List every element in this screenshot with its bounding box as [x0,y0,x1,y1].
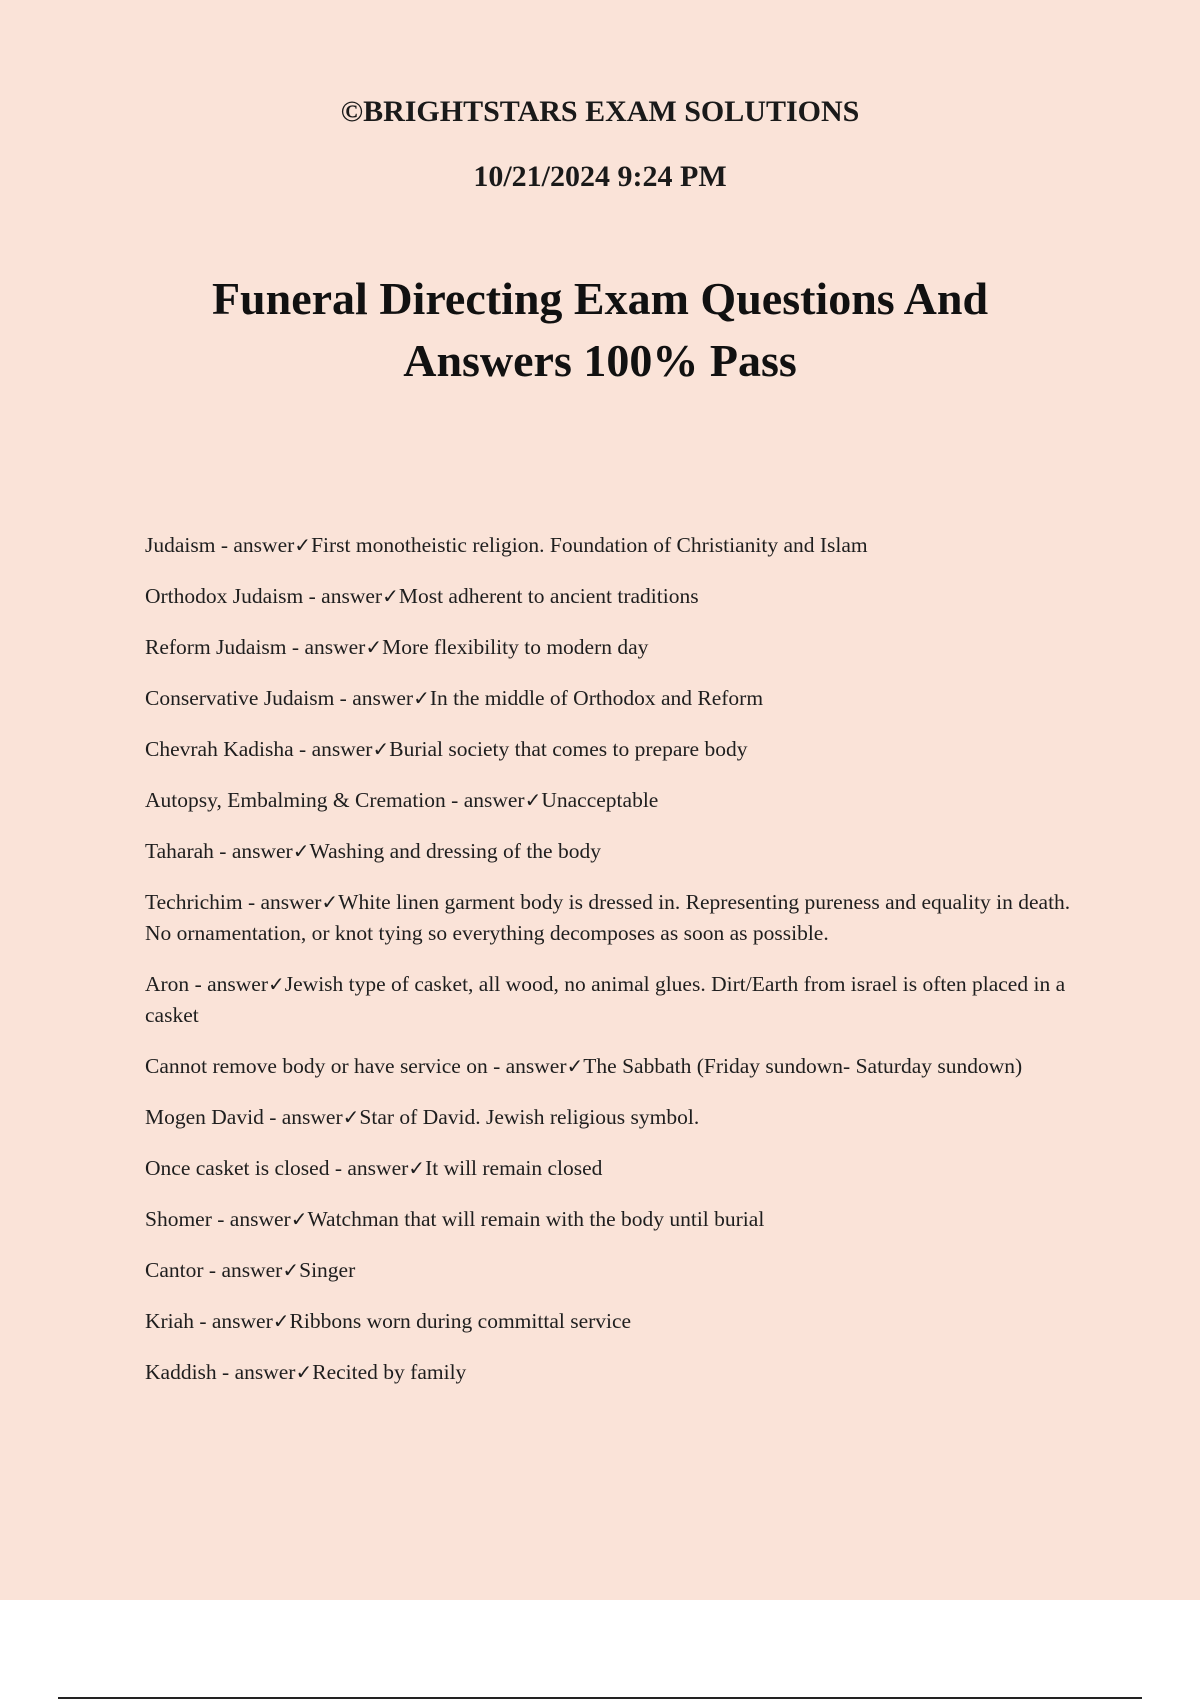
qa-answer: Ribbons worn during committal service [289,1309,632,1333]
qa-term: Taharah [145,839,214,863]
check-mark-icon: ✓ [342,1105,360,1129]
check-mark-icon: ✓ [292,839,310,863]
qa-term: Judaism [145,533,216,557]
qa-item [145,581,1095,612]
check-mark-icon: ✓ [321,890,339,914]
header-date: 10/21/2024 9:24 PM [473,160,727,193]
qa-answer: Washing and dressing of the body [309,839,601,863]
answer-separator: - answer [303,584,383,608]
qa-item [145,683,1095,714]
check-mark-icon: ✓ [295,1360,313,1384]
qa-term: Orthodox Judaism [145,584,304,608]
qa-answer: Unacceptable [541,788,659,812]
qa-term: Mogen David [145,1105,264,1129]
qa-term: Once casket is closed [145,1156,330,1180]
answer-separator: - answer [286,635,366,659]
qa-item [145,1255,1095,1286]
qa-answer: Burial society that comes to prepare body [389,737,748,761]
qa-term: Techrichim [145,890,243,914]
check-mark-icon: ✓ [294,533,312,557]
qa-answer: Star of David. Jewish religious symbol. [359,1105,700,1129]
qa-term: Conservative Judaism [145,686,335,710]
qa-item [145,785,1095,816]
qa-item [145,1153,1095,1184]
check-mark-icon: ✓ [365,635,383,659]
check-mark-icon: ✓ [282,1258,300,1282]
qa-item [145,1204,1095,1235]
qa-item [145,734,1095,765]
answer-separator: - answer [189,972,268,996]
qa-item [145,1102,1095,1133]
answer-separator: - answer [293,737,373,761]
qa-answer: The Sabbath (Friday sundown- Saturday sundown) [583,1054,1023,1078]
header-company: ©BRIGHTSTARS EXAM SOLUTIONS [340,95,860,128]
qa-term: Aron [145,972,190,996]
answer-separator: - answer [216,1360,296,1384]
qa-item [145,969,1095,1031]
answer-separator: - answer [263,1105,343,1129]
check-mark-icon: ✓ [290,1207,308,1231]
answer-separator: - answer [334,686,414,710]
qa-answer: It will remain closed [425,1156,603,1180]
qa-term: Autopsy, Embalming & Cremation [145,788,446,812]
answer-separator: - answer [445,788,525,812]
check-mark-icon: ✓ [524,788,542,812]
footer-divider [58,1697,1142,1699]
check-mark-icon: ✓ [372,737,390,761]
qa-term: Reform Judaism [145,635,287,659]
qa-term: Cantor [145,1258,204,1282]
qa-term: Shomer [145,1207,212,1231]
qa-answer: More flexibility to modern day [382,635,649,659]
check-mark-icon: ✓ [382,584,399,608]
answer-separator: - answer [213,839,293,863]
qa-item [145,1357,1095,1388]
qa-term: Kaddish [145,1360,217,1384]
document-title: Funeral Directing Exam Questions And Answers 100% Pass [211,273,989,386]
qa-answer: Jewish type of casket, all wood, no animal glues. Dirt/Earth from israel is often placed in a casket [145,972,1066,1027]
answer-separator: - answer [242,890,322,914]
answer-separator: - answer [215,533,295,557]
answer-separator: - answer [487,1054,567,1078]
qa-term: Chevrah Kadisha [145,737,294,761]
qa-item [145,836,1095,867]
qa-answer: Watchman that will remain with the body until burial [307,1207,765,1231]
check-mark-icon: ✓ [566,1054,584,1078]
qa-item [145,1051,1095,1082]
check-mark-icon: ✓ [413,686,430,710]
qa-item [145,1306,1095,1337]
qa-answer: In the middle of Orthodox and Reform [429,686,764,710]
qa-term: Kriah [145,1309,194,1333]
qa-item [145,632,1095,663]
check-mark-icon: ✓ [268,972,285,996]
qa-term: Cannot remove body or have service on [145,1054,488,1078]
qa-item [145,887,1095,949]
qa-answer: Recited by family [312,1360,467,1384]
answer-separator: - answer [329,1156,409,1180]
qa-item [145,530,1095,561]
qa-list [145,530,1095,1408]
qa-answer: White linen garment body is dressed in. Representing pureness and equality in death. No ornamentation, or knot tying so everything decomposes as soon as possible. [145,890,1071,945]
qa-answer: First monotheistic religion. Foundation of Christianity and Islam [311,533,868,557]
answer-separator: - answer [211,1207,291,1231]
answer-separator: - answer [193,1309,273,1333]
answer-separator: - answer [203,1258,283,1282]
qa-answer: Singer [299,1258,356,1282]
check-mark-icon: ✓ [272,1309,290,1333]
qa-answer: Most adherent to ancient traditions [398,584,699,608]
check-mark-icon: ✓ [408,1156,426,1180]
